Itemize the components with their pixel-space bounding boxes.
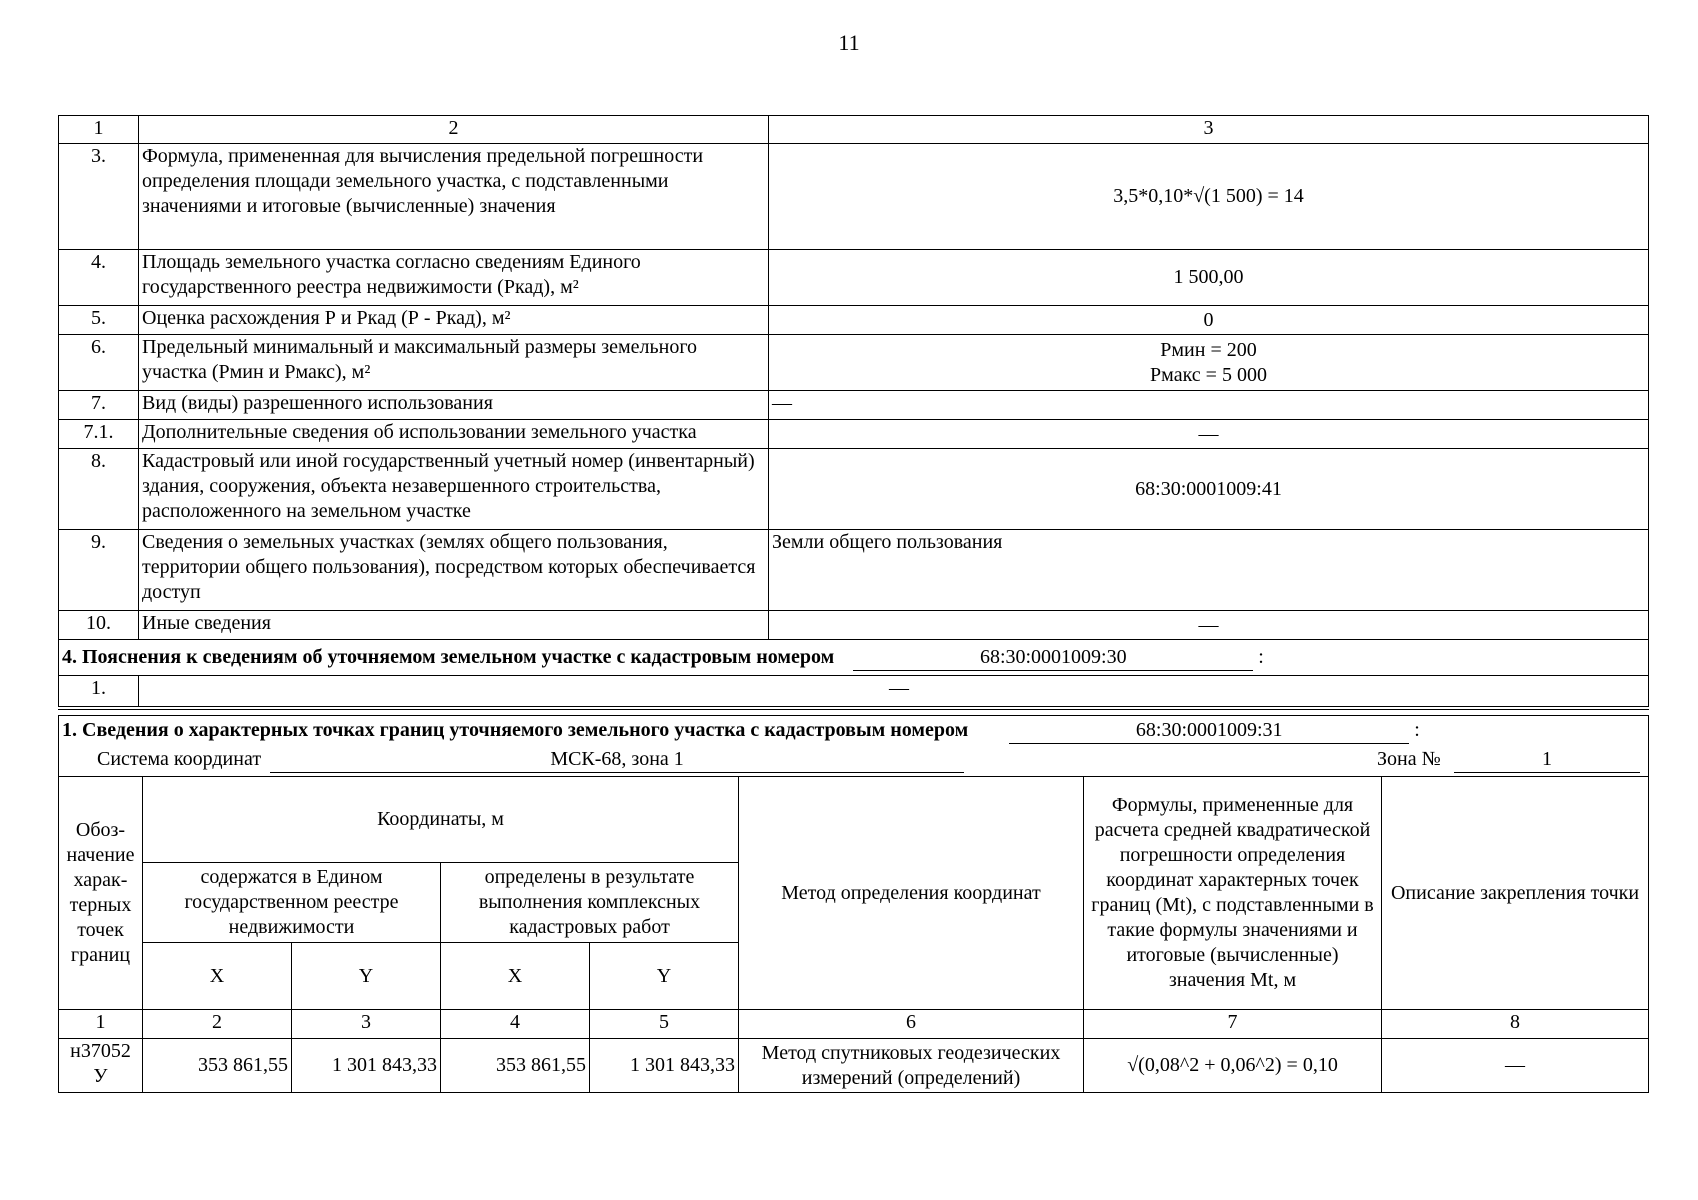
row-value — [769, 335, 1649, 391]
y-header: Y — [590, 943, 739, 1010]
row-label: Сведения о земельных участках (землях общего пользования, территории общего пользования), посредством которых обеспечивается доступ — [139, 530, 769, 611]
row-label: Формула, примененная для вычисления предельной погрешности определения площади земельного участка, с подставленными значениями и итоговые (вычисленные) значения — [139, 144, 769, 250]
col-number: 1 — [59, 1010, 143, 1039]
header-col-3: 3 — [769, 116, 1649, 144]
table-row — [59, 611, 1649, 640]
header-col-1: 1 — [59, 116, 139, 144]
table-row — [59, 306, 1649, 335]
row-number: 5. — [59, 306, 139, 335]
section-4-row — [59, 676, 1649, 708]
row-label: Оценка расхождения Р и Ркад (Р - Ркад), м² — [139, 306, 769, 335]
x-header: X — [143, 943, 292, 1010]
y-header: Y — [292, 943, 441, 1010]
section-4-title: 4. Пояснения к сведениям об уточняемом земельном участке с кадастровым номером — [62, 645, 835, 668]
coordinates-header: Координаты, м — [143, 777, 739, 863]
description-header: Описание закрепления точки — [1382, 777, 1649, 1010]
row-value: 0 — [769, 306, 1649, 335]
col-number: 4 — [441, 1010, 590, 1039]
col-number: 5 — [590, 1010, 739, 1039]
table-row — [59, 335, 1649, 391]
table-row — [59, 449, 1649, 530]
row-label: Предельный минимальный и максимальный размеры земельного участка (Рмин и Рмакс), м² — [139, 335, 769, 391]
table-row — [59, 420, 1649, 449]
section-1-title: 1. Сведения о характерных точках границ уточняемого земельного участка с кадастровым номером — [62, 719, 969, 741]
method-header: Метод определения координат — [739, 777, 1084, 1010]
row-value: — — [769, 611, 1649, 640]
row-value: 3,5*0,10*√(1 500) = 14 — [769, 144, 1649, 250]
zone-value: 1 — [1454, 747, 1640, 773]
row-label: Дополнительные сведения об использовании земельного участка — [139, 420, 769, 449]
col-number: 3 — [292, 1010, 441, 1039]
land-plot-info-table — [58, 115, 1649, 710]
y1-value: 1 301 843,33 — [292, 1039, 441, 1093]
table-row — [59, 1039, 1649, 1093]
section-4-colon: : — [1258, 645, 1264, 668]
row-value: 68:30:0001009:41 — [769, 449, 1649, 530]
coord-system-value: МСК-68, зона 1 — [270, 747, 964, 773]
row-value: 1 500,00 — [769, 250, 1649, 306]
section-4-title-cell — [59, 640, 1649, 676]
row-value: — — [139, 676, 1649, 708]
description-value: — — [1382, 1039, 1649, 1093]
row-number: 9. — [59, 530, 139, 611]
section-4-title-row — [59, 640, 1649, 676]
determined-header: определены в результате выполнения комплексных кадастровых работ — [441, 863, 739, 943]
table-row — [59, 530, 1649, 611]
section-4-cadastral: 68:30:0001009:30 — [853, 645, 1253, 671]
x-header: X — [441, 943, 590, 1010]
designation-header: Обоз-начение харак-терных точек границ — [59, 777, 143, 1010]
row-label: Кадастровый или иной государственный учетный номер (инвентарный) здания, сооружения, объекта незавершенного строительства, расположенного на земельном участке — [139, 449, 769, 530]
page-number: 11 — [838, 30, 860, 55]
y2-value: 1 301 843,33 — [590, 1039, 739, 1093]
min-size: Рмин = 200 — [1160, 338, 1257, 361]
col-number: 2 — [143, 1010, 292, 1039]
formula-header: Формулы, примененные для расчета средней квадратической погрешности определения координат характерных точек границ (Mt), с подставленными в такие формулы значениями и итоговые (вычисленные) значения Mt, м — [1084, 777, 1382, 1010]
x2-value: 353 861,55 — [441, 1039, 590, 1093]
section-1-title-row — [59, 716, 1649, 777]
section-1-cadastral: 68:30:0001009:31 — [1009, 718, 1409, 744]
row-number: 4. — [59, 250, 139, 306]
egrn-header: содержатся в Едином государственном реестре недвижимости — [143, 863, 441, 943]
row-number: 6. — [59, 335, 139, 391]
row-number: 3. — [59, 144, 139, 250]
row-number: 7.1. — [59, 420, 139, 449]
zone-label: Зона № — [1377, 748, 1441, 770]
formula-value: √(0,08^2 + 0,06^2) = 0,10 — [1084, 1039, 1382, 1093]
row-value: — — [769, 391, 1649, 420]
x1-value: 353 861,55 — [143, 1039, 292, 1093]
row-value: Земли общего пользования — [769, 530, 1649, 611]
header-col-2: 2 — [139, 116, 769, 144]
row-label: Площадь земельного участка согласно сведениям Единого государственного реестра недвижимости (Ркад), м² — [139, 250, 769, 306]
point-designation: н37052 У — [59, 1039, 143, 1093]
table-row — [59, 250, 1649, 306]
row-label: Иные сведения — [139, 611, 769, 640]
row-number: 1. — [59, 676, 139, 708]
coord-system-label: Система координат — [97, 748, 262, 770]
section-1-title-cell — [59, 716, 1649, 777]
row-value: — — [769, 420, 1649, 449]
col-number: 8 — [1382, 1010, 1649, 1039]
table-row — [59, 144, 1649, 250]
method-value: Метод спутниковых геодезических измерений (определений) — [739, 1039, 1084, 1093]
max-size: Рмакс = 5 000 — [1150, 363, 1267, 386]
header-row-1 — [59, 777, 1649, 863]
col-number: 7 — [1084, 1010, 1382, 1039]
boundary-points-table — [58, 715, 1649, 1093]
row-label: Вид (виды) разрешенного использования — [139, 391, 769, 420]
row-number: 10. — [59, 611, 139, 640]
column-numbers-row — [59, 1010, 1649, 1039]
section-1-colon: : — [1414, 719, 1420, 741]
row-number: 8. — [59, 449, 139, 530]
col-number: 6 — [739, 1010, 1084, 1039]
table-row — [59, 391, 1649, 420]
table-header-row — [59, 116, 1649, 144]
row-number: 7. — [59, 391, 139, 420]
